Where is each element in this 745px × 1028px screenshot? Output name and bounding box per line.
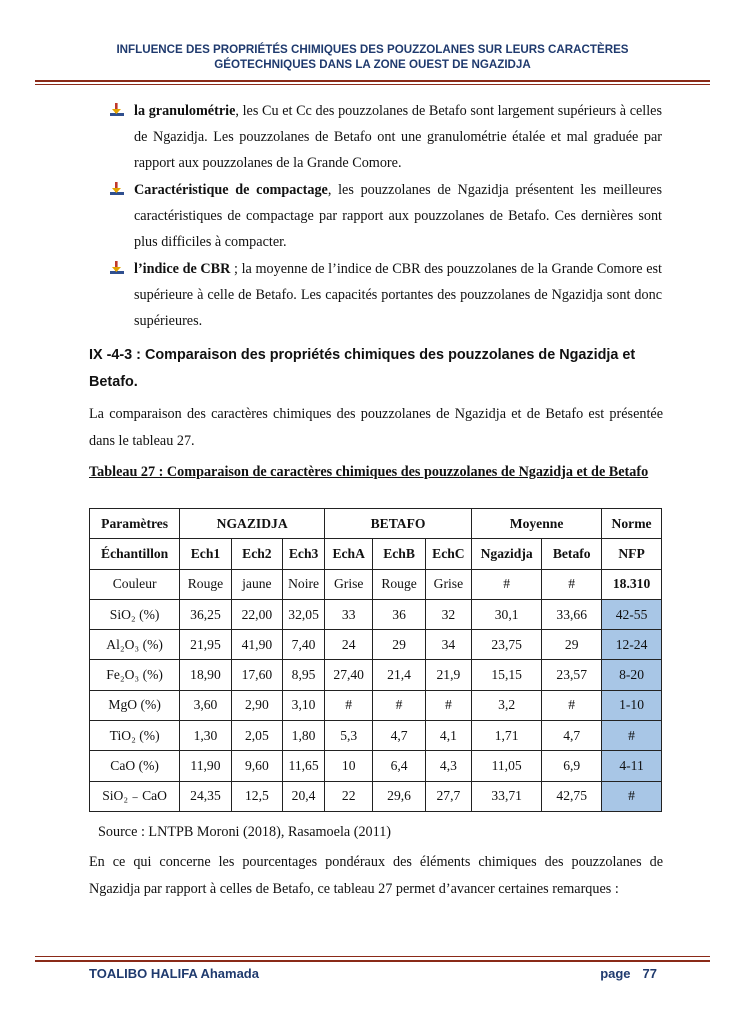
table-cell: 4-11: [602, 751, 662, 781]
header-line-2: GÉOTECHNIQUES DANS LA ZONE OUEST DE NGAZIDJA: [214, 58, 531, 71]
table-cell: 1,71: [471, 721, 541, 751]
table-cell: 15,15: [471, 660, 541, 690]
header-rule-thin: [35, 84, 710, 85]
table-cell: MgO (%): [90, 690, 180, 720]
table-cell: 33,66: [542, 599, 602, 629]
header-cell: Moyenne: [471, 509, 601, 539]
table-cell: TiO₂ (%): [90, 721, 180, 751]
table-cell: 34: [425, 630, 471, 660]
page-label: page: [600, 966, 631, 981]
table-cell: CaO (%): [90, 751, 180, 781]
footer-author: TOALIBO HALIFA Ahamada: [89, 966, 259, 981]
table-cell: 22,00: [231, 599, 282, 629]
table-cell: 32,05: [283, 599, 325, 629]
table-cell: Rouge: [373, 569, 425, 599]
table-cell: Grise: [425, 569, 471, 599]
table-cell: 21,95: [180, 630, 231, 660]
header-cell: Ech3: [283, 539, 325, 569]
table-cell: 8-20: [602, 660, 662, 690]
header-cell: Ech2: [231, 539, 282, 569]
bullet-text: , les pouzzolanes de Ngazidja présentent les meilleures caractéristiques de compactage par rapport aux pouzzolanes de Betafo. Ces dernières sont plus difficiles à compacter.: [134, 182, 662, 250]
comparison-table: [89, 508, 662, 812]
table-cell: 18,90: [180, 660, 231, 690]
table-cell: 12,5: [231, 781, 282, 811]
footer-page: [600, 966, 657, 981]
table-row: [90, 569, 662, 599]
header-cell: EchC: [425, 539, 471, 569]
table-cell: 32: [425, 599, 471, 629]
table-row: [90, 599, 662, 629]
header-rule: [35, 80, 710, 82]
bullet-arrow-icon: [110, 261, 124, 275]
table-row: [90, 781, 662, 811]
footer-rule-thin: [35, 956, 710, 957]
header-cell: Ech1: [180, 539, 231, 569]
bullet-term: la granulométrie: [134, 103, 236, 119]
table-source: Source : LNTPB Moroni (2018), Rasamoela (2011): [98, 824, 392, 840]
table-row: [90, 630, 662, 660]
table-cell: 8,95: [283, 660, 325, 690]
table-cell: Al₂O₃ (%): [90, 630, 180, 660]
intro-paragraph: La comparaison des caractères chimiques des pouzzolanes de Ngazidja et de Betafo est présentée dans le tableau 27.: [89, 406, 663, 449]
table-cell: 23,75: [471, 630, 541, 660]
header-cell: Norme: [602, 509, 662, 539]
conclusion-paragraph: En ce qui concerne les pourcentages pondéraux des éléments chimiques des pouzzolanes de Ngazidja par rapport à celles de Betafo, ce tableau 27 permet d’avancer certaines remarques :: [89, 854, 663, 897]
table-cell: 4,1: [425, 721, 471, 751]
table-cell: Couleur: [90, 569, 180, 599]
table-cell: 42,75: [542, 781, 602, 811]
table-cell: Rouge: [180, 569, 231, 599]
table-cell: 9,60: [231, 751, 282, 781]
table-cell: 41,90: [231, 630, 282, 660]
table-cell: 11,65: [283, 751, 325, 781]
page-number: 77: [642, 966, 657, 981]
table-cell: #: [373, 690, 425, 720]
table-cell: SiO₂ ₋ CaO: [90, 781, 180, 811]
table-cell: 23,57: [542, 660, 602, 690]
table-cell: 36: [373, 599, 425, 629]
table-row: [90, 660, 662, 690]
table-row: [90, 751, 662, 781]
header-cell: NGAZIDJA: [180, 509, 325, 539]
table-cell: 3,60: [180, 690, 231, 720]
bullet-item: [110, 98, 662, 176]
table-cell: 10: [325, 751, 373, 781]
table-cell: 5,3: [325, 721, 373, 751]
table-cell: Noire: [283, 569, 325, 599]
bullet-text: , les Cu et Cc des pouzzolanes de Betafo sont largement supérieurs à celles de Ngazidja. Les pouzzolanes de Betafo ont une granulométrie étalée et mal graduée par rapport aux pouzzolanes de la Grande Comore.: [134, 103, 662, 171]
table-cell: 21,4: [373, 660, 425, 690]
table-cell: SiO₂ (%): [90, 599, 180, 629]
table-cell: 6,4: [373, 751, 425, 781]
section-title: IX -4-3 : Comparaison des propriétés chimiques des pouzzolanes de Ngazidja et Betafo.: [89, 347, 636, 390]
table-cell: 1,80: [283, 721, 325, 751]
header-cell: NFP: [602, 539, 662, 569]
table-cell: #: [471, 569, 541, 599]
bullet-term: Caractéristique de compactage: [134, 182, 328, 198]
table-cell: 3,10: [283, 690, 325, 720]
header-cell: BETAFO: [325, 509, 472, 539]
footer-rule: [35, 960, 710, 962]
table-cell: 4,3: [425, 751, 471, 781]
table-cell: #: [542, 690, 602, 720]
header-cell: Betafo: [542, 539, 602, 569]
running-header: [60, 42, 685, 72]
table-cell: 27,40: [325, 660, 373, 690]
table-cell: 4,7: [373, 721, 425, 751]
header-cell: Échantillon: [90, 539, 180, 569]
table-cell: #: [425, 690, 471, 720]
header-cell: EchB: [373, 539, 425, 569]
table-cell: Fe₂O₃ (%): [90, 660, 180, 690]
bullet-item: [110, 256, 662, 334]
table-cell: 42-55: [602, 599, 662, 629]
table-cell: 33,71: [471, 781, 541, 811]
table-cell: 21,9: [425, 660, 471, 690]
table-cell: #: [325, 690, 373, 720]
table-cell: #: [602, 781, 662, 811]
table-row: [90, 690, 662, 720]
table-row: [90, 721, 662, 751]
table-cell: #: [542, 569, 602, 599]
table-cell: 24,35: [180, 781, 231, 811]
bullet-term: l’indice de CBR: [134, 261, 231, 277]
table-cell: #: [602, 721, 662, 751]
table-cell: 29,6: [373, 781, 425, 811]
table-cell: jaune: [231, 569, 282, 599]
table-cell: 1,30: [180, 721, 231, 751]
table-cell: 29: [373, 630, 425, 660]
table-cell: 11,05: [471, 751, 541, 781]
table-cell: 3,2: [471, 690, 541, 720]
table-cell: 36,25: [180, 599, 231, 629]
table-body: [90, 569, 662, 811]
bullet-item: [110, 177, 662, 255]
table-cell: 27,7: [425, 781, 471, 811]
table-subheader-row: [90, 539, 662, 569]
table-cell: 2,05: [231, 721, 282, 751]
table-cell: 7,40: [283, 630, 325, 660]
table-cell: 22: [325, 781, 373, 811]
table-cell: 12-24: [602, 630, 662, 660]
table-cell: 1-10: [602, 690, 662, 720]
table-cell: 20,4: [283, 781, 325, 811]
table-group-header-row: [90, 509, 662, 539]
header-line-1: INFLUENCE DES PROPRIÉTÉS CHIMIQUES DES POUZZOLANES SUR LEURS CARACTÈRES: [116, 43, 629, 56]
table-cell: 30,1: [471, 599, 541, 629]
table-cell: 2,90: [231, 690, 282, 720]
bullet-arrow-icon: [110, 182, 124, 196]
table-cell: 29: [542, 630, 602, 660]
table-cell: Grise: [325, 569, 373, 599]
table-cell: 33: [325, 599, 373, 629]
header-cell: Paramètres: [90, 509, 180, 539]
header-cell: Ngazidja: [471, 539, 541, 569]
table-cell: 6,9: [542, 751, 602, 781]
table-cell: 18.310: [602, 569, 662, 599]
table-cell: 4,7: [542, 721, 602, 751]
table-cell: 11,90: [180, 751, 231, 781]
table-caption: Tableau 27 : Comparaison de caractères chimiques des pouzzolanes de Ngazidja et de Betafo: [89, 464, 649, 480]
table-cell: 17,60: [231, 660, 282, 690]
table-cell: 24: [325, 630, 373, 660]
header-cell: EchA: [325, 539, 373, 569]
bullet-arrow-icon: [110, 103, 124, 117]
bullet-text: ; la moyenne de l’indice de CBR des pouzzolanes de la Grande Comore est supérieure à celle de Betafo. Les capacités portantes des pouzzolanes de Ngazidja sont donc supérieures.: [134, 261, 662, 329]
